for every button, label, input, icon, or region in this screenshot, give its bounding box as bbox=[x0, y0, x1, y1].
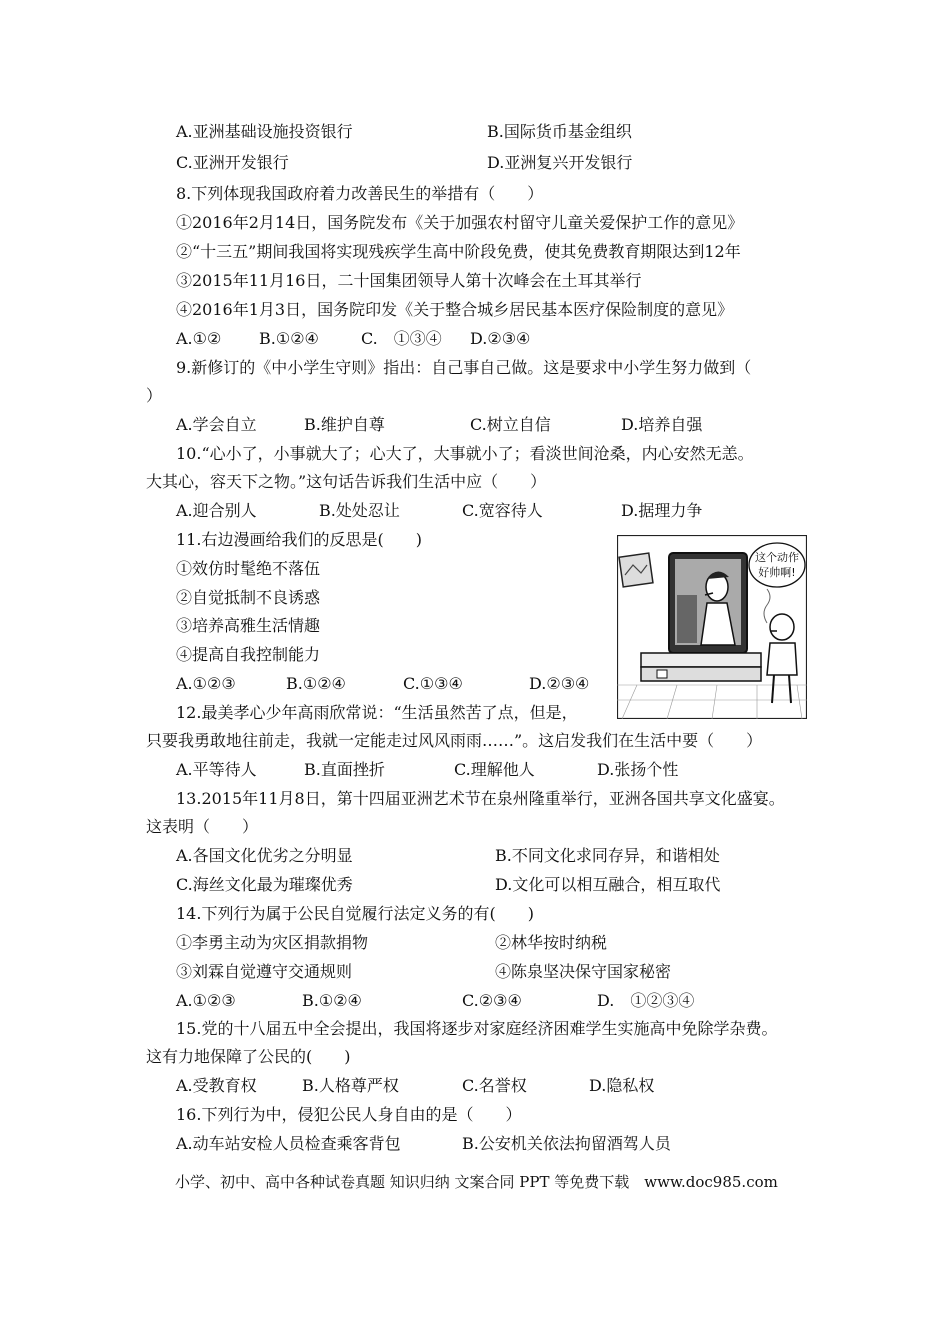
q11-option-b: B.①②④ bbox=[286, 674, 346, 693]
q14-option-d: D. ①②③④ bbox=[597, 991, 695, 1010]
q11-option-a: A.①②③ bbox=[176, 674, 236, 693]
q9-option-b: B.维护自尊 bbox=[304, 415, 385, 434]
q14-item-1: ①李勇主动为灾区捐款捐物 bbox=[176, 933, 369, 952]
q14-option-c: C.②③④ bbox=[462, 991, 522, 1010]
q9-option-d: D.培养自强 bbox=[621, 415, 703, 434]
q8-item-1: ①2016年2月14日，国务院发布《关于加强农村留守儿童关爱保护工作的意见》 bbox=[176, 213, 744, 232]
q8-option-d: D.②③④ bbox=[470, 329, 531, 348]
q15-option-c: C.名誉权 bbox=[462, 1076, 527, 1095]
q13-option-c: C.海丝文化最为璀璨优秀 bbox=[176, 875, 353, 894]
q8-option-c: C. ①③④ bbox=[361, 329, 442, 348]
q13-option-a: A.各国文化优劣之分明显 bbox=[176, 846, 353, 865]
q12-stem-line2: 只要我勇敢地往前走，我就一定能走过风风雨雨……”。这启发我们在生活中要（ ） bbox=[146, 731, 763, 750]
q12-option-c: C.理解他人 bbox=[454, 760, 535, 779]
q10-option-a: A.迎合别人 bbox=[176, 501, 257, 520]
q12-stem-line1: 12.最美孝心少年高雨欣常说：“生活虽然苦了点，但是， bbox=[176, 703, 578, 722]
cartoon-bubble-line1: 这个动作 bbox=[755, 551, 799, 564]
q9-option-c: C.树立自信 bbox=[470, 415, 551, 434]
q8-stem: 8.下列体现我国政府着力改善民生的举措有（ ） bbox=[176, 184, 544, 203]
q8-item-3: ③2015年11月16日，二十国集团领导人第十次峰会在土耳其举行 bbox=[176, 271, 642, 290]
q11-item-4: ④提高自我控制能力 bbox=[176, 645, 321, 664]
q15-option-a: A.受教育权 bbox=[176, 1076, 257, 1095]
q7-option-c: C.亚洲开发银行 bbox=[176, 153, 289, 172]
q10-option-d: D.据理力争 bbox=[621, 501, 703, 520]
q9-stem-line1: 9.新修订的《中小学生守则》指出：自己事自己做。这是要求中小学生努力做到（ bbox=[176, 358, 752, 377]
q11-option-d: D.②③④ bbox=[529, 674, 590, 693]
q9-option-a: A.学会自立 bbox=[176, 415, 257, 434]
q15-stem-line1: 15.党的十八届五中全会提出，我国将逐步对家庭经济困难学生实施高中免除学杂费。 bbox=[176, 1019, 778, 1038]
q13-stem-line2: 这表明（ ） bbox=[146, 817, 259, 836]
q16-stem: 16.下列行为中，侵犯公民人身自由的是（ ） bbox=[176, 1105, 522, 1124]
q7-option-b: B.国际货币基金组织 bbox=[487, 122, 632, 141]
q13-stem-line1: 13.2015年11月8日，第十四届亚洲艺术节在泉州隆重举行，亚洲各国共享文化盛宴。 bbox=[176, 789, 785, 808]
q10-option-b: B.处处忍让 bbox=[319, 501, 400, 520]
q14-item-4: ④陈泉坚决保守国家秘密 bbox=[495, 962, 672, 981]
q15-stem-line2: 这有力地保障了公民的( ) bbox=[146, 1047, 351, 1066]
q16-option-b: B.公安机关依法拘留酒驾人员 bbox=[462, 1134, 671, 1153]
q15-option-d: D.隐私权 bbox=[589, 1076, 655, 1095]
q13-option-d: D.文化可以相互融合，相互取代 bbox=[495, 875, 721, 894]
q10-stem-line1: 10.“心小了，小事就大了；心大了，大事就小了；看淡世间沧桑，内心安然无恙。 bbox=[176, 444, 754, 463]
q10-stem-line2: 大其心，容天下之物。”这句话告诉我们生活中应（ ） bbox=[146, 472, 547, 491]
q14-item-3: ③刘霖自觉遵守交通规则 bbox=[176, 962, 353, 981]
q8-item-2: ②“十三五”期间我国将实现残疾学生高中阶段免费，使其免费教育期限达到12年 bbox=[176, 242, 741, 261]
q8-option-b: B.①②④ bbox=[259, 329, 319, 348]
q8-item-4: ④2016年1月3日，国务院印发《关于整合城乡居民基本医疗保险制度的意见》 bbox=[176, 300, 734, 319]
q7-option-a: A.亚洲基础设施投资银行 bbox=[176, 122, 353, 141]
cartoon-illustration bbox=[617, 535, 807, 719]
q11-item-1: ①效仿时髦绝不落伍 bbox=[176, 559, 321, 578]
q13-option-b: B.不同文化求同存异，和谐相处 bbox=[495, 846, 720, 865]
q11-stem: 11.右边漫画给我们的反思是( ) bbox=[176, 530, 422, 549]
q12-option-d: D.张扬个性 bbox=[597, 760, 679, 779]
q11-item-2: ②自觉抵制不良诱惑 bbox=[176, 588, 321, 607]
q14-option-a: A.①②③ bbox=[176, 991, 236, 1010]
q10-option-c: C.宽容待人 bbox=[462, 501, 543, 520]
q8-option-a: A.①② bbox=[176, 329, 222, 348]
q16-option-a: A.动车站安检人员检查乘客背包 bbox=[176, 1134, 401, 1153]
q15-option-b: B.人格尊严权 bbox=[302, 1076, 399, 1095]
q14-option-b: B.①②④ bbox=[302, 991, 362, 1010]
cartoon-bubble-line2: 好帅啊! bbox=[758, 566, 796, 579]
page-footer: 小学、初中、高中各种试卷真题 知识归纳 文案合同 PPT 等免费下载 www.doc985.com bbox=[175, 1173, 778, 1191]
q7-option-d: D.亚洲复兴开发银行 bbox=[487, 153, 633, 172]
q11-option-c: C.①③④ bbox=[403, 674, 463, 693]
q14-stem: 14.下列行为属于公民自觉履行法定义务的有( ) bbox=[176, 904, 534, 923]
q12-option-b: B.直面挫折 bbox=[304, 760, 385, 779]
q12-option-a: A.平等待人 bbox=[176, 760, 257, 779]
q14-item-2: ②林华按时纳税 bbox=[495, 933, 608, 952]
q11-item-3: ③培养高雅生活情趣 bbox=[176, 616, 321, 635]
q9-stem-line2: ） bbox=[146, 386, 163, 405]
